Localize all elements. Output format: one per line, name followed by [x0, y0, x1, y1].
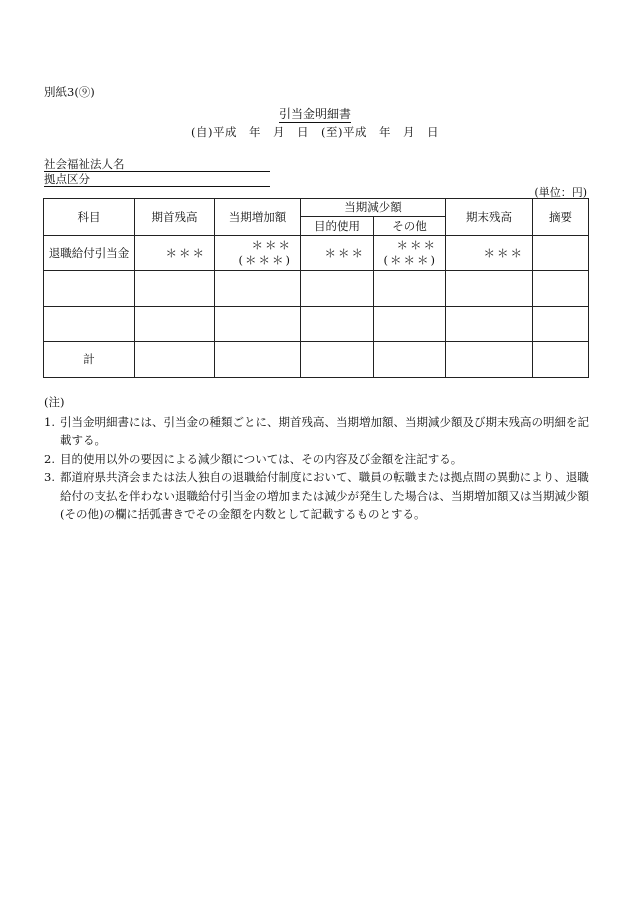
header-closing: 期末残高: [446, 199, 533, 236]
table-total-row: [44, 342, 589, 378]
note-number: 3.: [44, 470, 55, 484]
document-title-text: 引当金明細書: [278, 107, 351, 121]
cell-decrease-purpose: ＊＊＊: [301, 236, 374, 271]
note-item: [44, 413, 599, 450]
corporation-name-field: 社会福祉法人名: [44, 157, 270, 172]
cell-closing: ＊＊＊: [446, 236, 533, 271]
cell-increase: [215, 307, 301, 342]
document-title: [0, 105, 630, 122]
unit-label: (単位：円): [534, 186, 587, 199]
cell-remarks: [533, 236, 589, 271]
cell-total-increase: [215, 342, 301, 378]
cell-closing: [446, 307, 533, 342]
header-decrease-other: その他: [374, 217, 446, 236]
notes-heading: (注): [44, 395, 65, 409]
cell-total-decrease-purpose: [301, 342, 374, 378]
header-opening: 期首残高: [135, 199, 215, 236]
header-item: 科目: [44, 199, 135, 236]
note-text: 目的使用以外の要因による減少額については、その内容及び金額を注記する。: [60, 451, 463, 466]
note-item: [44, 468, 599, 524]
cell-total-label: 計: [44, 342, 135, 378]
form-number: 別紙3(⑨): [44, 85, 95, 99]
header-increase: 当期増加額: [215, 199, 301, 236]
cell-item: [44, 271, 135, 307]
cell-decrease-other: [374, 236, 446, 271]
note-text: 都道府県共済会または法人独自の退職給付制度において、職員の転職または拠点間の異動により、退職給付の支払を伴わない退職給付引当金の増加または減少が発生した場合は、当期増加額又は当期減少額(その他)の欄に括弧書きでその金額を内数として記載するものとする。: [60, 470, 589, 521]
header-remarks: 摘要: [533, 199, 589, 236]
note-text: 引当金明細書には、引当金の種類ごとに、期首残高、当期増加額、当期減少額及び期末残高の明細を記載する。: [60, 414, 589, 447]
cell-opening: ＊＊＊: [135, 236, 215, 271]
cell-total-closing: [446, 342, 533, 378]
cell-decrease-other-value: ＊＊＊: [396, 238, 437, 252]
cell-decrease-other-paren: (＊＊＊): [383, 253, 437, 267]
cell-total-decrease-other: [374, 342, 446, 378]
note-number: 1.: [44, 414, 55, 429]
site-class-field: 拠点区分: [44, 172, 270, 187]
table-row: [44, 236, 589, 271]
cell-increase: [215, 236, 301, 271]
provision-detail-table: [43, 198, 589, 378]
cell-increase-paren: (＊＊＊): [238, 253, 292, 267]
cell-remarks: [533, 271, 589, 307]
cell-remarks: [533, 307, 589, 342]
table-header-row: [44, 199, 589, 217]
cell-total-opening: [135, 342, 215, 378]
cell-opening: [135, 307, 215, 342]
header-decrease: 当期減少額: [301, 199, 446, 217]
cell-increase: [215, 271, 301, 307]
cell-decrease-purpose: [301, 271, 374, 307]
cell-total-remarks: [533, 342, 589, 378]
notes-section: [44, 393, 599, 524]
table-row: [44, 271, 589, 307]
cell-decrease-other: [374, 271, 446, 307]
cell-increase-value: ＊＊＊: [251, 238, 292, 252]
cell-opening: [135, 271, 215, 307]
note-item: [44, 450, 599, 469]
period-line: (自)平成 年 月 日 (至)平成 年 月 日: [191, 125, 439, 139]
cell-item: 退職給付引当金: [44, 236, 135, 271]
cell-closing: [446, 271, 533, 307]
note-number: 2.: [44, 451, 55, 466]
cell-decrease-other: [374, 307, 446, 342]
table-row: [44, 307, 589, 342]
cell-item: [44, 307, 135, 342]
header-decrease-purpose: 目的使用: [301, 217, 374, 236]
cell-decrease-purpose: [301, 307, 374, 342]
